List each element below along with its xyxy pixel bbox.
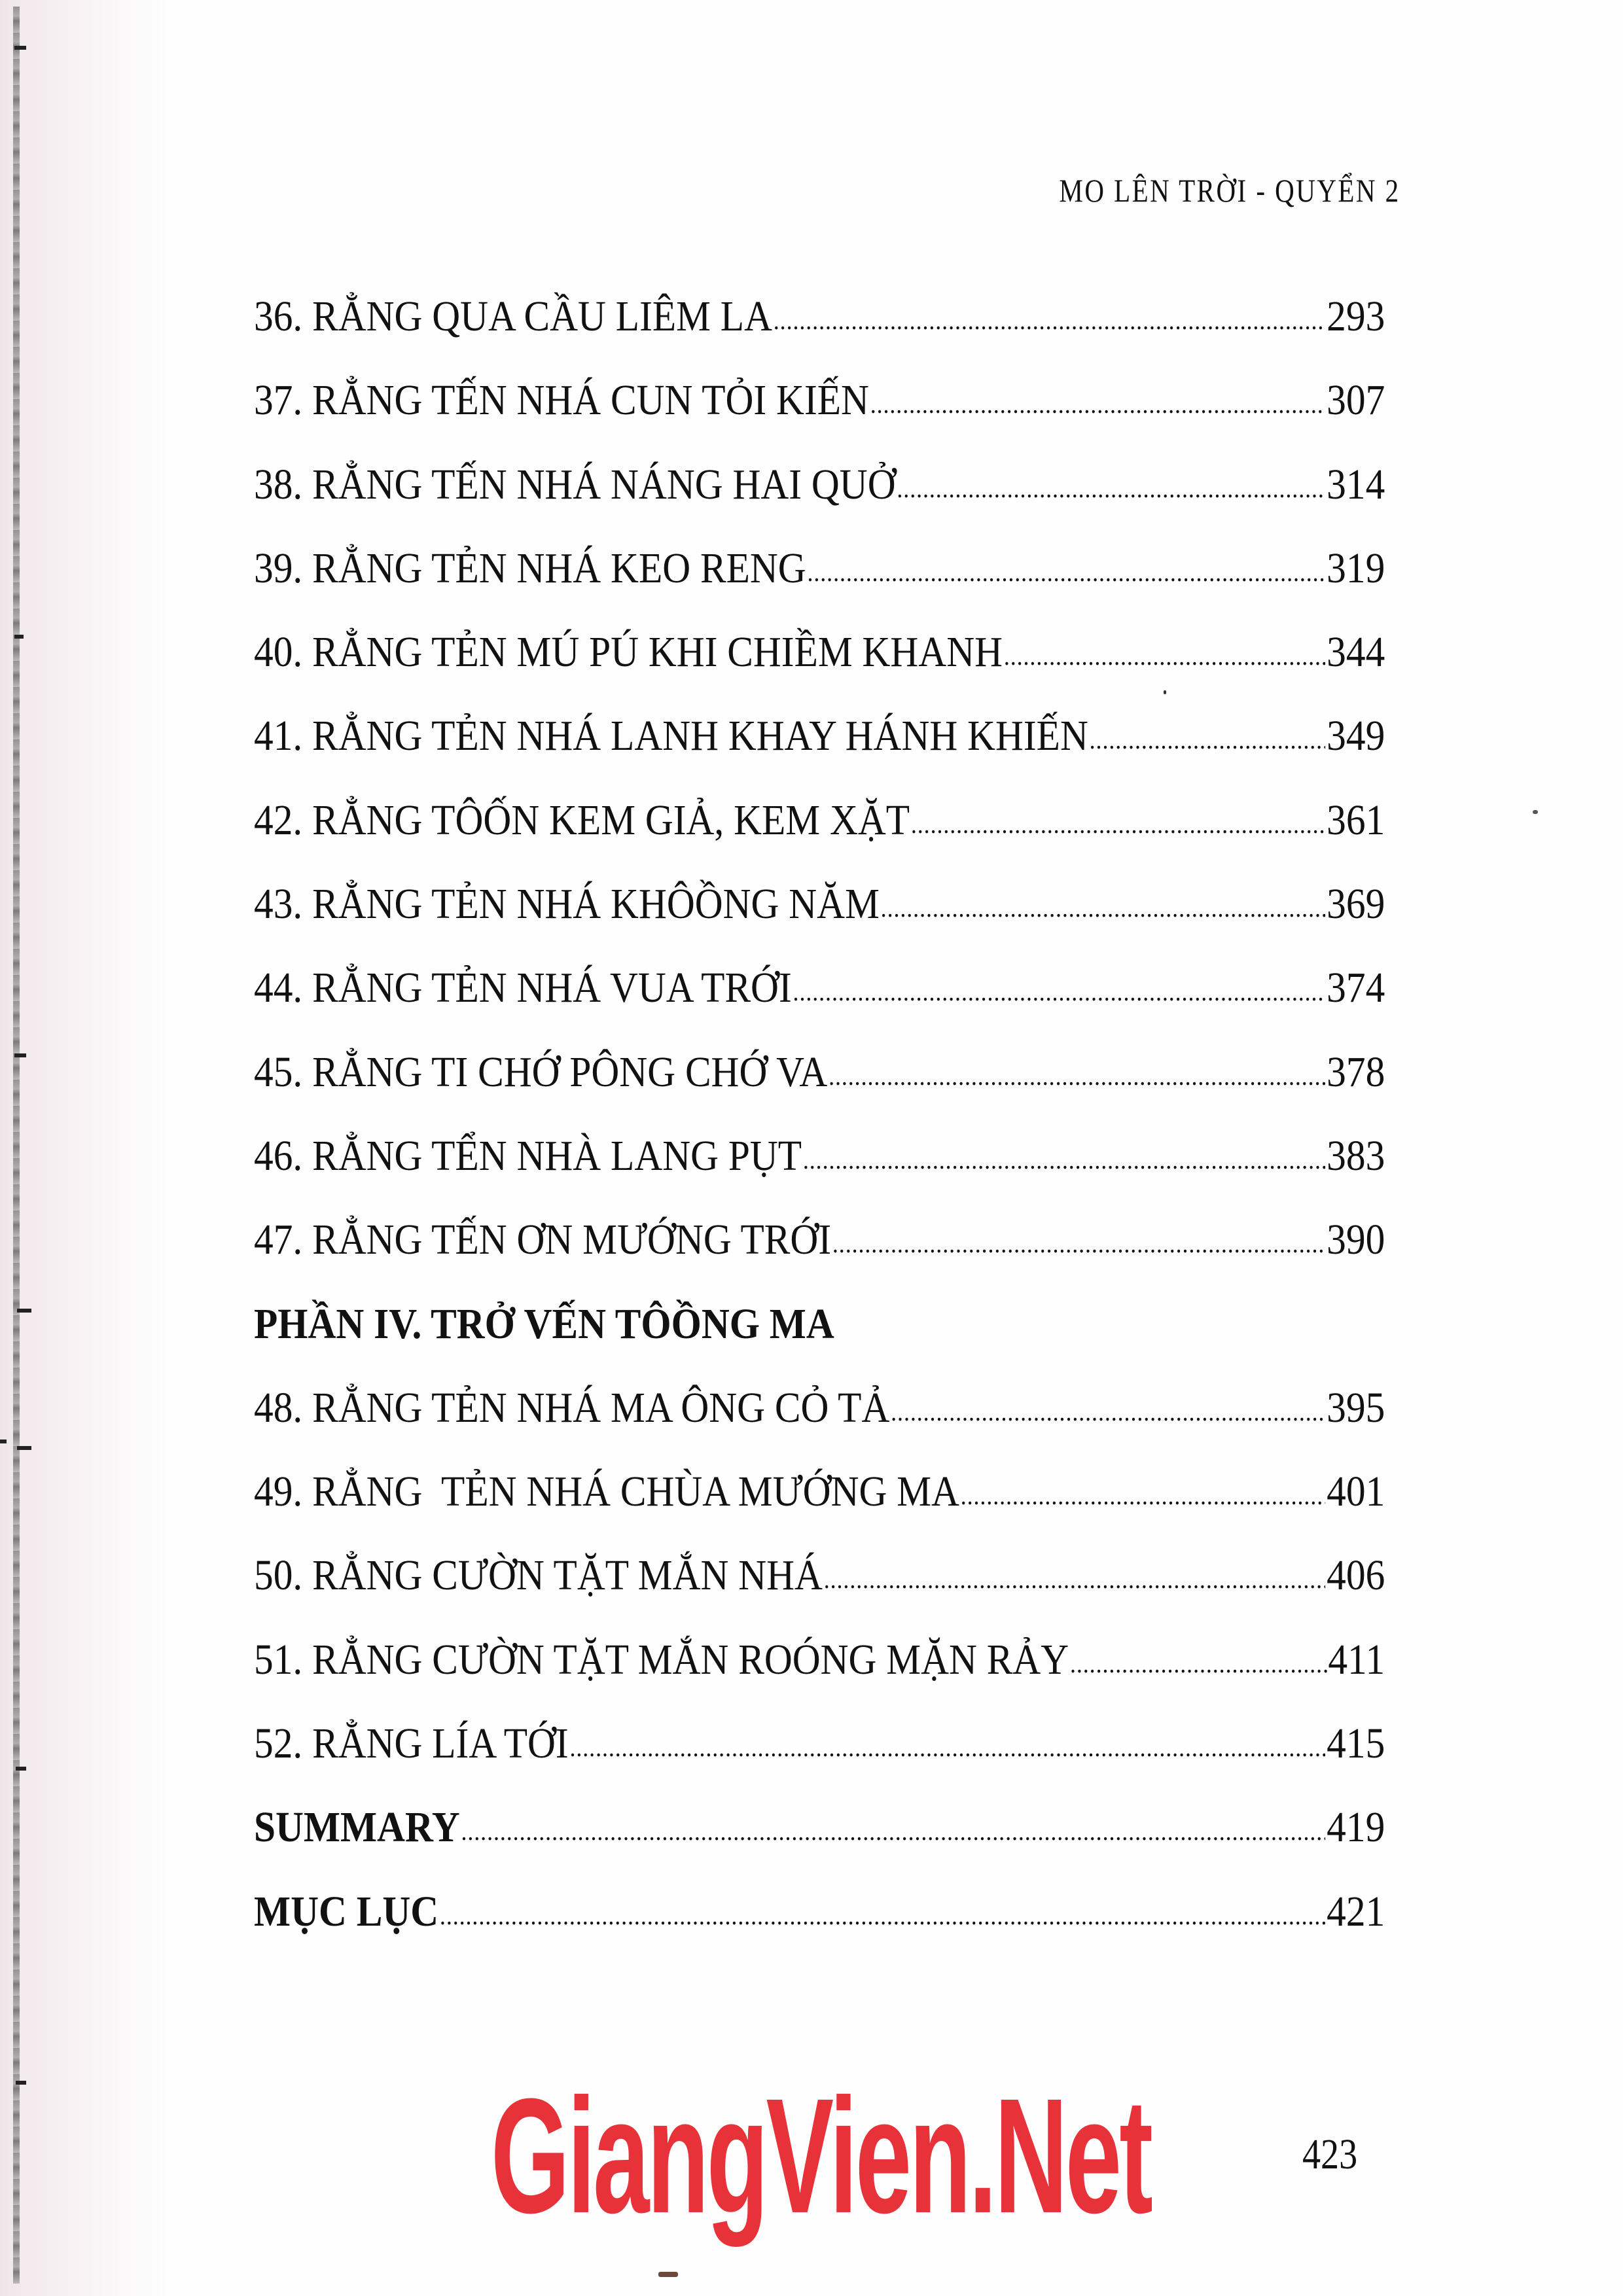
toc-entry-title: 48. RẲNG TẺN NHÁ MA ÔNG CỎ TẢ (254, 1383, 890, 1432)
binding-mark (14, 635, 24, 639)
toc-entry-title: 49. RẲNG TẺN NHÁ CHÙA MƯỚNG MA (254, 1468, 959, 1516)
toc-leader-dots (881, 866, 1326, 950)
toc-entry-title: 50. RẲNG CƯỜN TẶT MẮN NHÁ (254, 1551, 823, 1600)
toc-entry-title: MỤC LỤC (254, 1887, 439, 1935)
toc-entry[interactable] (254, 527, 1386, 610)
toc-entry[interactable] (254, 1031, 1386, 1114)
toc-entry[interactable] (254, 1450, 1386, 1534)
toc-entry[interactable] (254, 359, 1386, 442)
toc-entry-page: 401 (1327, 1468, 1385, 1516)
toc-entry-page: 406 (1327, 1551, 1385, 1600)
toc-leader-dots (803, 1118, 1325, 1202)
toc-entry-page: 421 (1327, 1887, 1385, 1935)
toc-entry-title: 47. RẲNG TẾN ƠN MƯỚNG TRỚI (254, 1216, 832, 1264)
toc-entry-title: 52. RẲNG LÍA TỚI (254, 1720, 569, 1768)
toc-entry-page: 415 (1327, 1720, 1385, 1768)
binding-mark (14, 1053, 26, 1057)
toc-entry[interactable] (254, 275, 1386, 359)
toc-entry[interactable] (254, 443, 1386, 527)
toc-leader-dots (807, 531, 1325, 614)
toc-entry-title: 38. RẲNG TẾN NHÁ NÁNG HAI QUỞ (254, 460, 896, 508)
toc-entry-page: 390 (1327, 1216, 1385, 1264)
toc-entry-title: 37. RẲNG TẾN NHÁ CUN TỎI KIẾN (254, 376, 869, 425)
toc-entry[interactable] (254, 1198, 1386, 1282)
toc-entry-page: 349 (1327, 712, 1385, 760)
page-gutter-shadow (0, 0, 170, 2296)
toc-entry-title: 51. RẲNG CƯỜN TẶT MẮN ROÓNG MẶN RẢY (254, 1635, 1069, 1684)
scan-speck (1533, 810, 1538, 814)
toc-entry[interactable] (254, 694, 1386, 778)
toc-entry[interactable] (254, 1534, 1386, 1617)
toc-entry-page: 344 (1327, 628, 1385, 677)
toc-entry-page: 369 (1327, 880, 1385, 928)
toc-entry-title: 40. RẲNG TẺN MÚ PÚ KHI CHIỀM KHANH (254, 628, 1003, 677)
toc-leader-dots (1090, 698, 1326, 782)
book-binding-edge (13, 7, 20, 2284)
toc-entry-title: 41. RẲNG TẺN NHÁ LANH KHAY HÁNH KHIẾN (254, 712, 1088, 760)
toc-entry-title: SUMMARY (254, 1803, 460, 1852)
toc-entry-page: 411 (1328, 1635, 1385, 1684)
toc-entry[interactable] (254, 1114, 1386, 1198)
toc-leader-dots (774, 279, 1326, 362)
toc-entry-page: 378 (1327, 1048, 1385, 1096)
toc-entry-page: 419 (1327, 1803, 1385, 1852)
toc-leader-dots (961, 1454, 1326, 1538)
toc-entry-page: 293 (1327, 292, 1385, 340)
toc-leader-dots (569, 1706, 1325, 1790)
binding-mark (16, 1767, 26, 1771)
toc-entry-title: 42. RẲNG TÔỐN KEM GIẢ, KEM XẶT (254, 796, 910, 844)
running-header: MO LÊN TRỜI - QUYỂN 2 (1059, 172, 1400, 209)
toc-entry-title: 36. RẲNG QUA CẦU LIÊM LA (254, 292, 772, 340)
toc-leader-dots (829, 1034, 1325, 1118)
watermark-logo: GiangVien.Net (491, 2064, 1151, 2247)
toc-leader-dots (832, 1202, 1325, 1286)
toc-leader-dots (824, 1538, 1326, 1621)
binding-mark (17, 1309, 31, 1313)
toc-entry-title: 44. RẲNG TẺN NHÁ VUA TRỚI (254, 964, 792, 1012)
toc-leader-dots (461, 1790, 1325, 1873)
toc-leader-dots (793, 950, 1326, 1034)
table-of-contents (254, 275, 1386, 1954)
toc-entry-summary[interactable] (254, 1786, 1386, 1869)
toc-entry-page: 314 (1327, 460, 1385, 508)
scan-speck (658, 2272, 678, 2277)
toc-entry-page: 383 (1327, 1131, 1385, 1180)
toc-leader-dots (870, 362, 1326, 446)
toc-entry-page: 374 (1327, 964, 1385, 1012)
toc-entry-title: 45. RẲNG TI CHỚ PÔNG CHỚ VA (254, 1048, 828, 1096)
binding-mark (14, 46, 26, 50)
toc-entry[interactable] (254, 862, 1386, 946)
toc-entry-title: 46. RẲNG TỂN NHÀ LANG PỤT (254, 1131, 802, 1180)
toc-leader-dots (897, 447, 1325, 531)
toc-leader-dots (1004, 614, 1326, 698)
toc-entry[interactable] (254, 610, 1386, 694)
toc-entry-title: 43. RẲNG TẺN NHÁ KHÔỒNG NĂM (254, 880, 880, 928)
toc-entry[interactable] (254, 1366, 1386, 1450)
toc-leader-dots (891, 1370, 1325, 1454)
binding-mark (16, 2081, 26, 2085)
page-number: 423 (1302, 2130, 1358, 2178)
toc-section-heading: PHẦN IV. TRỞ VẾN TÔỒNG MA (254, 1299, 834, 1348)
toc-entry-page: 361 (1327, 796, 1385, 844)
toc-entry-page: 319 (1327, 544, 1385, 592)
toc-leader-dots (440, 1874, 1325, 1958)
toc-entry-title: 39. RẲNG TẺN NHÁ KEO RENG (254, 544, 806, 592)
toc-entry-page: 395 (1327, 1383, 1385, 1432)
toc-leader-dots (911, 783, 1326, 866)
binding-mark (17, 1446, 31, 1450)
toc-entry[interactable] (254, 779, 1386, 862)
binding-mark (0, 1439, 7, 1443)
toc-entry-contents[interactable] (254, 1870, 1386, 1954)
scan-speck (1164, 690, 1166, 694)
toc-entry[interactable] (254, 1618, 1386, 1702)
toc-entry[interactable] (254, 946, 1386, 1030)
toc-entry[interactable] (254, 1702, 1386, 1786)
toc-entry-page: 307 (1327, 376, 1385, 425)
toc-leader-dots (1070, 1622, 1327, 1706)
